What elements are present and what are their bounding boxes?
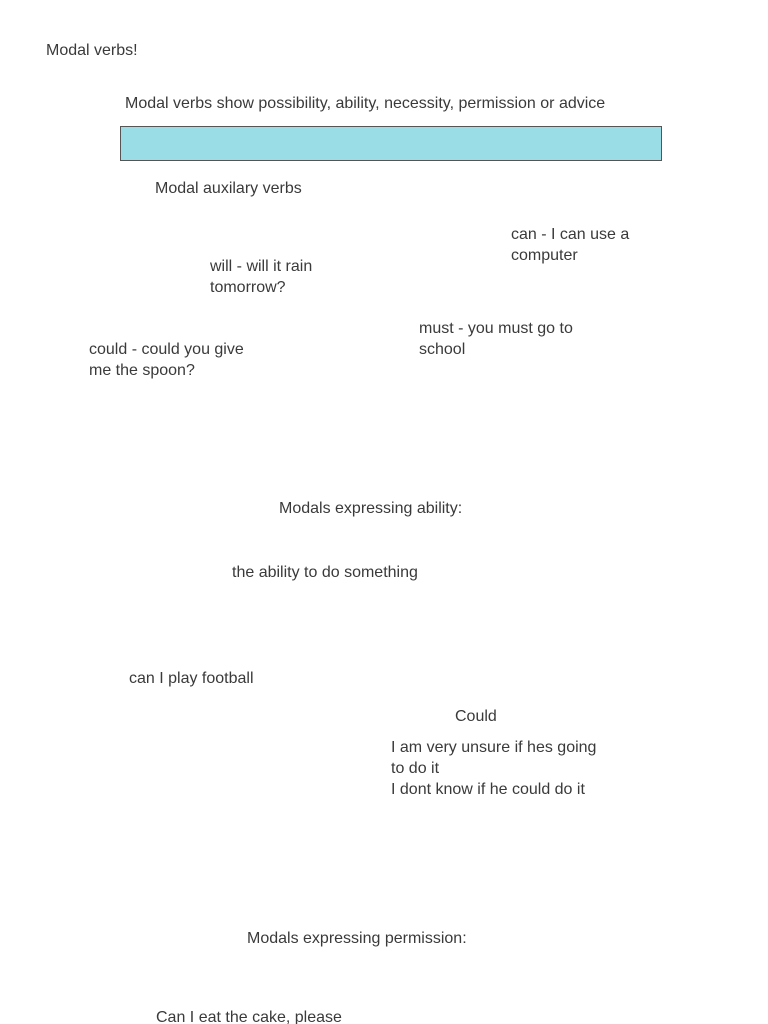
example-could-line2: me the spoon? <box>89 362 195 379</box>
page-title: Modal verbs! <box>46 42 138 59</box>
example-will-line2: tomorrow? <box>210 279 286 296</box>
auxiliary-heading: Modal auxilary verbs <box>155 180 302 197</box>
ability-heading: Modals expressing ability: <box>279 500 463 517</box>
could-line2: to do it <box>391 760 440 777</box>
highlight-band <box>120 126 662 161</box>
ability-description: the ability to do something <box>232 564 418 581</box>
example-can-line1: can - I can use a <box>511 226 630 243</box>
example-can <box>511 224 629 266</box>
could-line3: I dont know if he could do it <box>391 781 585 798</box>
permission-heading: Modals expressing permission: <box>247 930 467 947</box>
permission-example: Can I eat the cake, please <box>156 1009 342 1024</box>
example-must-line1: must - you must go to <box>419 320 573 337</box>
example-will <box>210 256 312 298</box>
example-must <box>419 318 573 360</box>
example-must-line2: school <box>419 341 466 358</box>
definition-text: Modal verbs show possibility, ability, necessity, permission or advice <box>125 95 606 112</box>
could-line1: I am very unsure if hes going <box>391 739 597 756</box>
example-could-line1: could - could you give <box>89 341 244 358</box>
could-explanation <box>391 737 596 800</box>
example-could <box>89 339 244 381</box>
could-heading: Could <box>455 708 497 725</box>
example-can-line2: computer <box>511 247 578 264</box>
ability-example-can: can I play football <box>129 670 254 687</box>
example-will-line1: will - will it rain <box>210 258 313 275</box>
